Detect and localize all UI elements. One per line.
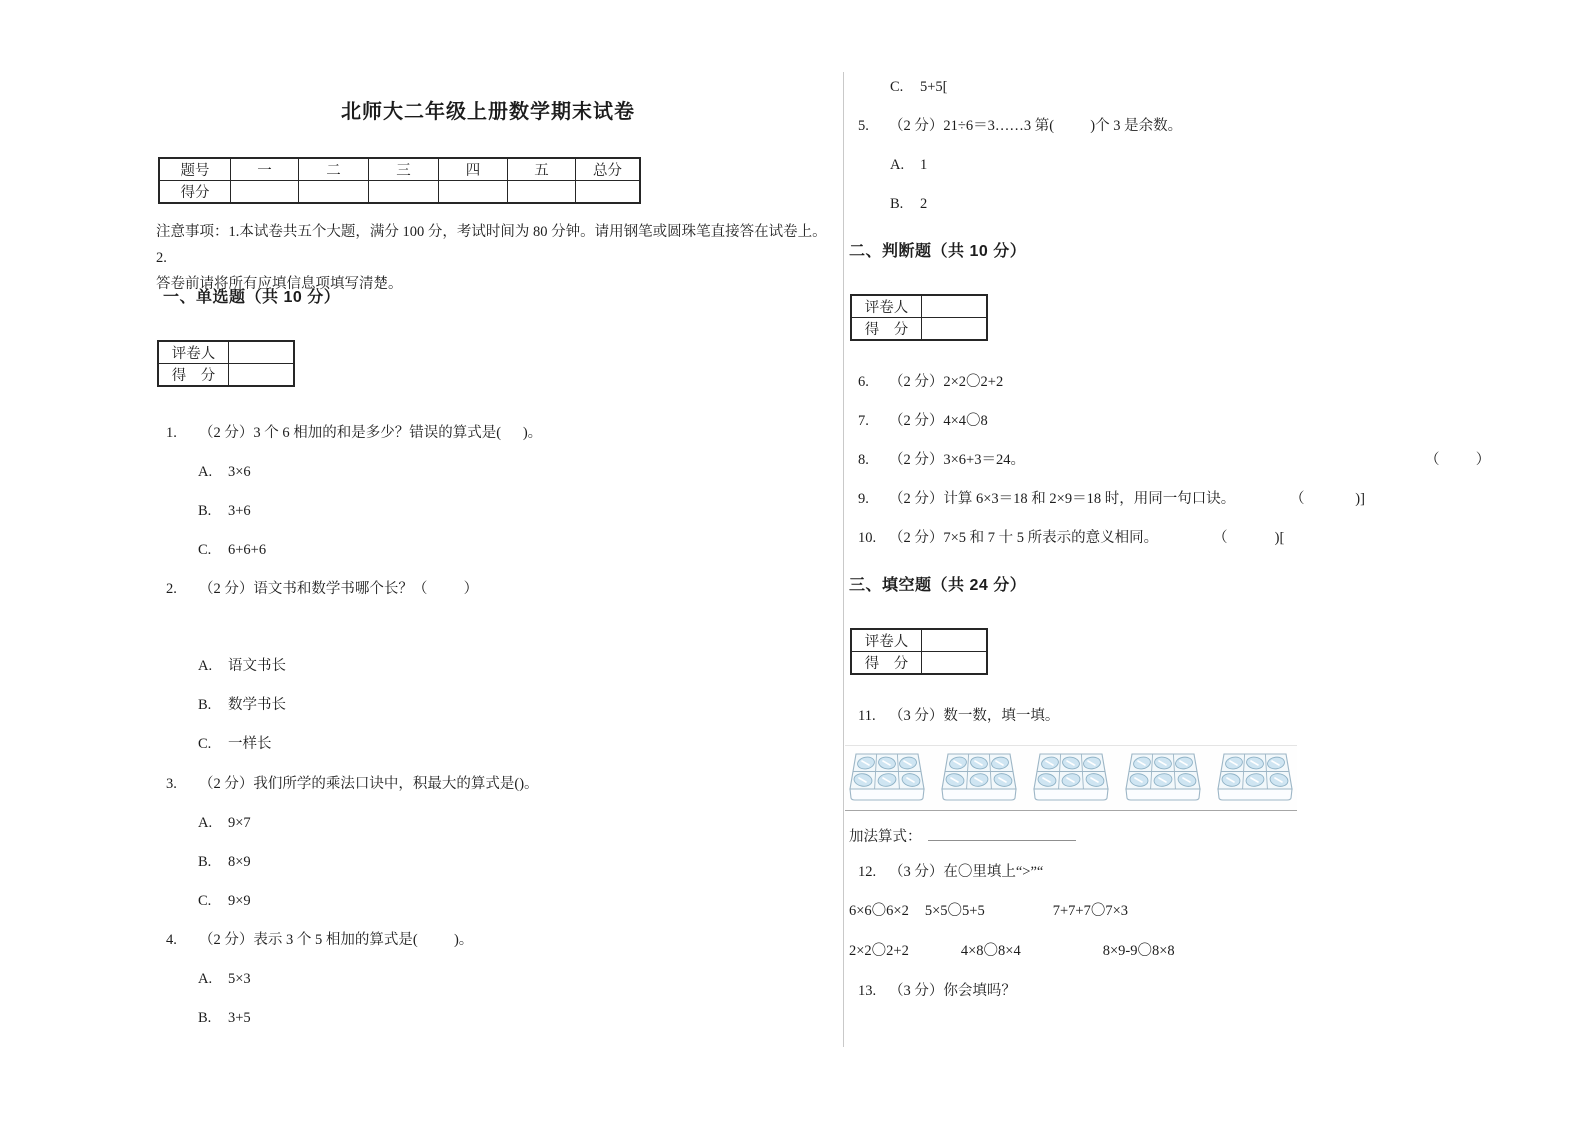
option-letter: A. <box>198 971 213 987</box>
score-blank-cell <box>576 181 641 204</box>
question-5-option-b <box>890 194 927 214</box>
option-letter: B. <box>890 196 904 212</box>
option-text: 5+5[ <box>920 79 948 95</box>
option-text: 3+6 <box>228 503 251 519</box>
question-text: （2 分）3×6+3＝24。 <box>889 452 1025 468</box>
option-text: 5×3 <box>228 971 251 987</box>
option-letter: C. <box>198 736 212 752</box>
grader-reviewer-label: 评卷人 <box>851 295 922 318</box>
question-number: 13. <box>858 983 877 999</box>
grader-score-label: 得 分 <box>851 318 922 341</box>
question-1 <box>166 423 542 443</box>
option-letter: C. <box>198 893 212 909</box>
section3-heading: 三、填空题（共 24 分） <box>849 577 1027 594</box>
option-text: 语文书长 <box>228 658 286 674</box>
question-text: （2 分）4×4〇8 <box>889 413 988 429</box>
question-4 <box>166 930 473 950</box>
score-blank-cell <box>369 181 439 204</box>
question-4-option-c-overflow <box>890 77 948 97</box>
score-header-cell: 三 <box>369 158 439 181</box>
question-text: （3 分）你会填吗？ <box>889 983 1016 999</box>
grader-row <box>158 364 294 387</box>
option-text: 2 <box>920 196 928 212</box>
grader-score-label: 得 分 <box>851 652 922 675</box>
option-letter: A. <box>198 815 213 831</box>
score-row-label: 得分 <box>159 181 231 204</box>
question-text: （2 分）21÷6＝3……3 第( )个 3 是余数。 <box>889 118 1183 134</box>
q11-trays-illustration <box>845 745 1297 811</box>
option-letter: B. <box>198 697 212 713</box>
question-text: （2 分）7×5 和 7 十 5 所表示的意义相同。 <box>889 530 1159 546</box>
question-2-option-a <box>198 656 286 676</box>
notes-line: 答卷前请将所有应填信息项填写清楚。 <box>156 276 403 292</box>
score-header-cell: 五 <box>508 158 576 181</box>
option-text: 8×9 <box>228 854 251 870</box>
grader-row <box>851 629 987 652</box>
question-10-answer-brackets: （ )[ <box>1213 530 1285 546</box>
option-letter: C. <box>198 542 212 558</box>
option-text: 一样长 <box>228 736 272 752</box>
question-text: （2 分）语文书和数学书哪个长？（ ） <box>199 581 479 597</box>
grader-blank-cell <box>922 629 988 652</box>
question-text: （3 分）在〇里填上“>”“ <box>889 864 1044 880</box>
question-8 <box>858 450 1025 470</box>
question-text: （2 分）2×2〇2+2 <box>889 374 1004 390</box>
compare-expression: 8×9-9〇8×8 <box>1102 943 1175 959</box>
grader-row <box>851 318 987 341</box>
grader-blank-cell <box>229 364 295 387</box>
score-header-cell: 二 <box>299 158 369 181</box>
option-text: 1 <box>920 157 928 173</box>
question-5-option-a <box>890 155 927 175</box>
score-header-cell: 一 <box>231 158 299 181</box>
score-header-cell: 总分 <box>576 158 641 181</box>
grader-blank-cell <box>229 341 295 364</box>
question-number: 1. <box>166 425 177 441</box>
question-8-answer-brackets: （ ） <box>1425 452 1491 468</box>
question-4-option-a <box>198 969 251 989</box>
score-header-row <box>159 158 640 181</box>
question-12-row-2 <box>849 941 1175 961</box>
question-number: 6. <box>858 374 869 390</box>
score-blank-cell <box>439 181 508 204</box>
option-letter: B. <box>198 1010 212 1026</box>
question-10 <box>858 528 1158 548</box>
column-divider <box>843 72 844 1047</box>
answer-blank <box>928 826 1076 841</box>
question-text: （2 分）3 个 6 相加的和是多少？错误的算式是( )。 <box>199 425 543 441</box>
question-4-option-b <box>198 1008 251 1028</box>
question-5 <box>858 116 1182 136</box>
tray-image <box>937 749 1021 807</box>
grader-score-box <box>157 340 295 387</box>
score-summary-table <box>158 157 641 204</box>
question-number: 7. <box>858 413 869 429</box>
question-12 <box>858 862 1043 882</box>
grader-blank-cell <box>922 318 988 341</box>
addition-equation-line <box>849 826 1076 847</box>
option-letter: A. <box>198 658 213 674</box>
exam-notes <box>156 219 832 297</box>
question-number: 9. <box>858 491 869 507</box>
question-3-option-c <box>198 891 251 911</box>
question-3 <box>166 774 539 794</box>
option-letter: C. <box>890 79 904 95</box>
question-number: 11. <box>858 708 876 724</box>
score-header-cell: 题号 <box>159 158 231 181</box>
score-blank-cell <box>299 181 369 204</box>
grader-blank-cell <box>922 652 988 675</box>
question-text: （2 分）计算 6×3＝18 和 2×9＝18 时，用同一句口诀。 <box>889 491 1236 507</box>
option-text: 9×7 <box>228 815 251 831</box>
question-3-option-b <box>198 852 251 872</box>
grader-score-box <box>850 294 988 341</box>
section1-heading: 一、单选题（共 10 分） <box>163 289 341 306</box>
compare-expression: 5×5〇5+5 <box>924 903 985 919</box>
grader-reviewer-label: 评卷人 <box>158 341 229 364</box>
grader-row <box>851 652 987 675</box>
option-letter: B. <box>198 854 212 870</box>
question-9 <box>858 489 1235 509</box>
option-letter: B. <box>198 503 212 519</box>
question-number: 2. <box>166 581 177 597</box>
question-number: 4. <box>166 932 177 948</box>
question-2-option-c <box>198 734 272 754</box>
tray-image <box>1029 749 1113 807</box>
question-12-row-1 <box>849 901 1128 921</box>
question-number: 12. <box>858 864 877 880</box>
page-title: 北师大二年级上册数学期末试卷 <box>341 101 635 123</box>
tray-image <box>1213 749 1297 807</box>
question-number: 3. <box>166 776 177 792</box>
question-number: 5. <box>858 118 869 134</box>
tray-image <box>1121 749 1205 807</box>
score-blank-cell <box>231 181 299 204</box>
option-text: 3×6 <box>228 464 251 480</box>
addition-label: 加法算式： <box>849 829 922 845</box>
option-letter: A. <box>890 157 905 173</box>
grader-row <box>851 295 987 318</box>
question-number: 10. <box>858 530 877 546</box>
question-text: （2 分）表示 3 个 5 相加的算式是( )。 <box>199 932 474 948</box>
question-9-answer-brackets: （ )] <box>1290 491 1365 507</box>
question-1-option-a <box>198 462 251 482</box>
grader-reviewer-label: 评卷人 <box>851 629 922 652</box>
question-text: （2 分）我们所学的乘法口诀中，积最大的算式是()。 <box>199 776 539 792</box>
option-letter: A. <box>198 464 213 480</box>
option-text: 3+5 <box>228 1010 251 1026</box>
question-7 <box>858 411 988 431</box>
grader-score-label: 得 分 <box>158 364 229 387</box>
question-2 <box>166 579 478 599</box>
question-1-option-c <box>198 540 266 560</box>
compare-expression: 7+7+7〇7×3 <box>1052 903 1129 919</box>
question-3-option-a <box>198 813 251 833</box>
compare-expression: 6×6〇6×2 <box>849 903 909 919</box>
score-header-cell: 四 <box>439 158 508 181</box>
question-number: 8. <box>858 452 869 468</box>
question-2-option-b <box>198 695 286 715</box>
question-text: （3 分）数一数，填一填。 <box>889 708 1060 724</box>
question-1-option-b <box>198 501 251 521</box>
question-6 <box>858 372 1003 392</box>
section2-heading: 二、判断题（共 10 分） <box>849 243 1027 260</box>
option-text: 9×9 <box>228 893 251 909</box>
tray-image <box>845 749 929 807</box>
notes-line: 注意事项：1.本试卷共五个大题，满分 100 分，考试时间为 80 分钟。请用钢笔或圆珠笔直接答在试卷上。2. <box>156 224 827 266</box>
option-text: 6+6+6 <box>228 542 267 558</box>
compare-expression: 4×8〇8×4 <box>960 943 1021 959</box>
grader-score-box <box>850 628 988 675</box>
option-text: 数学书长 <box>228 697 286 713</box>
question-11 <box>858 706 1059 726</box>
grader-row <box>158 341 294 364</box>
question-13 <box>858 981 1016 1001</box>
grader-blank-cell <box>922 295 988 318</box>
score-blank-cell <box>508 181 576 204</box>
compare-expression: 2×2〇2+2 <box>849 943 909 959</box>
score-value-row <box>159 181 640 204</box>
